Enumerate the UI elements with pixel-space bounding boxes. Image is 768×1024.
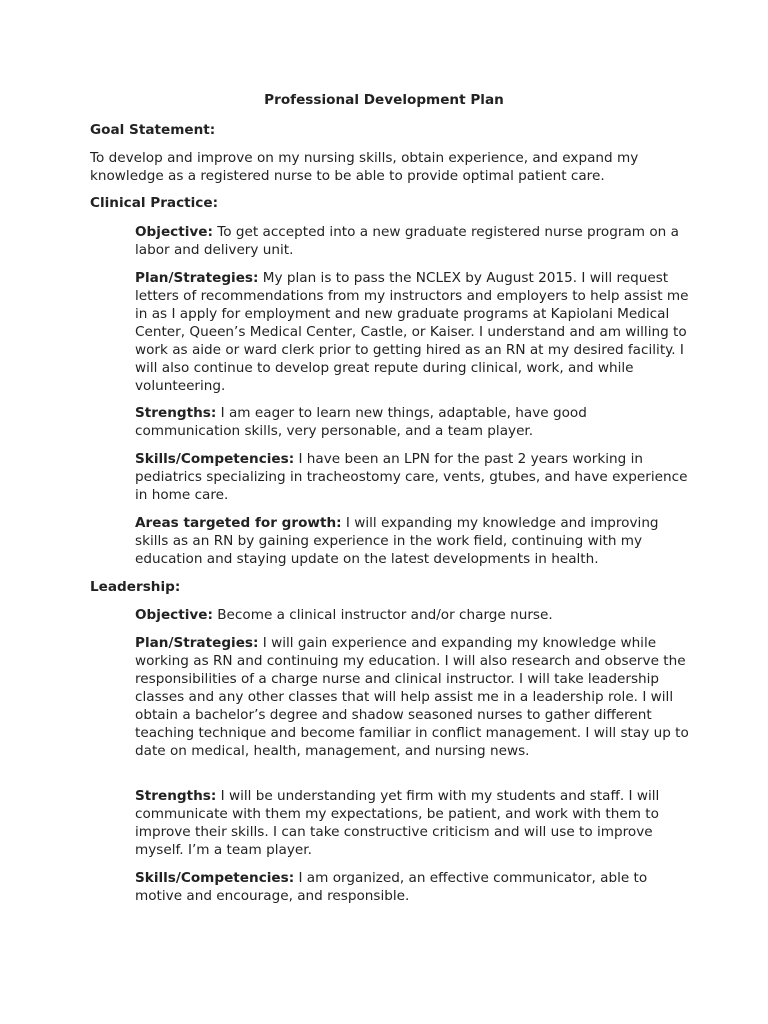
clinical-strengths-label: Strengths: (135, 405, 217, 421)
page-title: Professional Development Plan (264, 92, 504, 108)
leadership-skills (135, 869, 695, 905)
leadership-objective-label: Objective: (135, 607, 213, 623)
goal-text: To develop and improve on my nursing skills, obtain experience, and expand my knowledge as a registered nurse to be able to provide optimal patient care. (90, 150, 639, 184)
leadership-plan-text: I will gain experience and expanding my knowledge while working as RN and continuing my education. I will also research and observe the responsibilities of a charge nurse and clinical instructor. I will take leadership classes and any other classes that will help assist me in a leadership role. I will obtain a bachelor’s degree and shadow seasoned nurses to gather different teaching technique and become familiar in conflict management. I will stay up to date on medical, health, management, and nursing news. (135, 635, 689, 759)
clinical-objective-text: To get accepted into a new graduate registered nurse program on a labor and delivery unit. (135, 224, 679, 258)
leadership-plan-label: Plan/Strategies: (135, 635, 259, 651)
clinical-growth-label: Areas targeted for growth: (135, 515, 342, 531)
leadership-skills-label: Skills/Competencies: (135, 870, 295, 886)
clinical-skills-label: Skills/Competencies: (135, 451, 295, 467)
leadership-objective (135, 606, 695, 624)
leadership-strengths-text: I will be understanding yet firm with my students and staff. I will communicate with them my expectations, be patient, and work with them to improve their skills. I can take constructive criticism and will use to improve myself. I’m a team player. (135, 788, 660, 858)
clinical-plan-label: Plan/Strategies: (135, 270, 259, 286)
clinical-plan (135, 269, 695, 395)
leadership-heading: Leadership: (90, 579, 181, 595)
clinical-objective-label: Objective: (135, 224, 213, 240)
goal-heading: Goal Statement: (90, 122, 216, 138)
leadership-objective-text: Become a clinical instructor and/or charge nurse. (212, 607, 553, 623)
clinical-skills-text: I have been an LPN for the past 2 years working in pediatrics specializing in tracheostomy care, vents, gtubes, and have experience in home care. (135, 451, 688, 503)
clinical-skills (135, 450, 695, 504)
clinical-objective (135, 223, 695, 259)
clinical-plan-text: My plan is to pass the NCLEX by August 2015. I will request letters of recommendations from my instructors and employers to help assist me in as I apply for employment and new graduate programs at Kapiolani Medical Center, Queen’s Medical Center, Castle, or Kaiser. I understand and am willing to work as aide or ward clerk prior to getting hired as an RN at my desired facility. I will also continue to develop great repute during clinical, work, and while volunteering. (135, 270, 689, 394)
clinical-growth (135, 514, 695, 568)
leadership-strengths-label: Strengths: (135, 788, 217, 804)
clinical-strengths-text: I am eager to learn new things, adaptable, have good communication skills, very personable, and a team player. (135, 405, 587, 439)
clinical-growth-text: I will expanding my knowledge and improving skills as an RN by gaining experience in the work field, continuing with my education and staying update on the latest developments in health. (135, 515, 659, 567)
leadership-strengths (135, 787, 695, 859)
leadership-skills-text: I am organized, an effective communicator, able to motive and encourage, and responsible. (135, 870, 648, 904)
clinical-heading: Clinical Practice: (90, 195, 219, 211)
clinical-strengths (135, 404, 695, 440)
leadership-plan (135, 634, 695, 760)
